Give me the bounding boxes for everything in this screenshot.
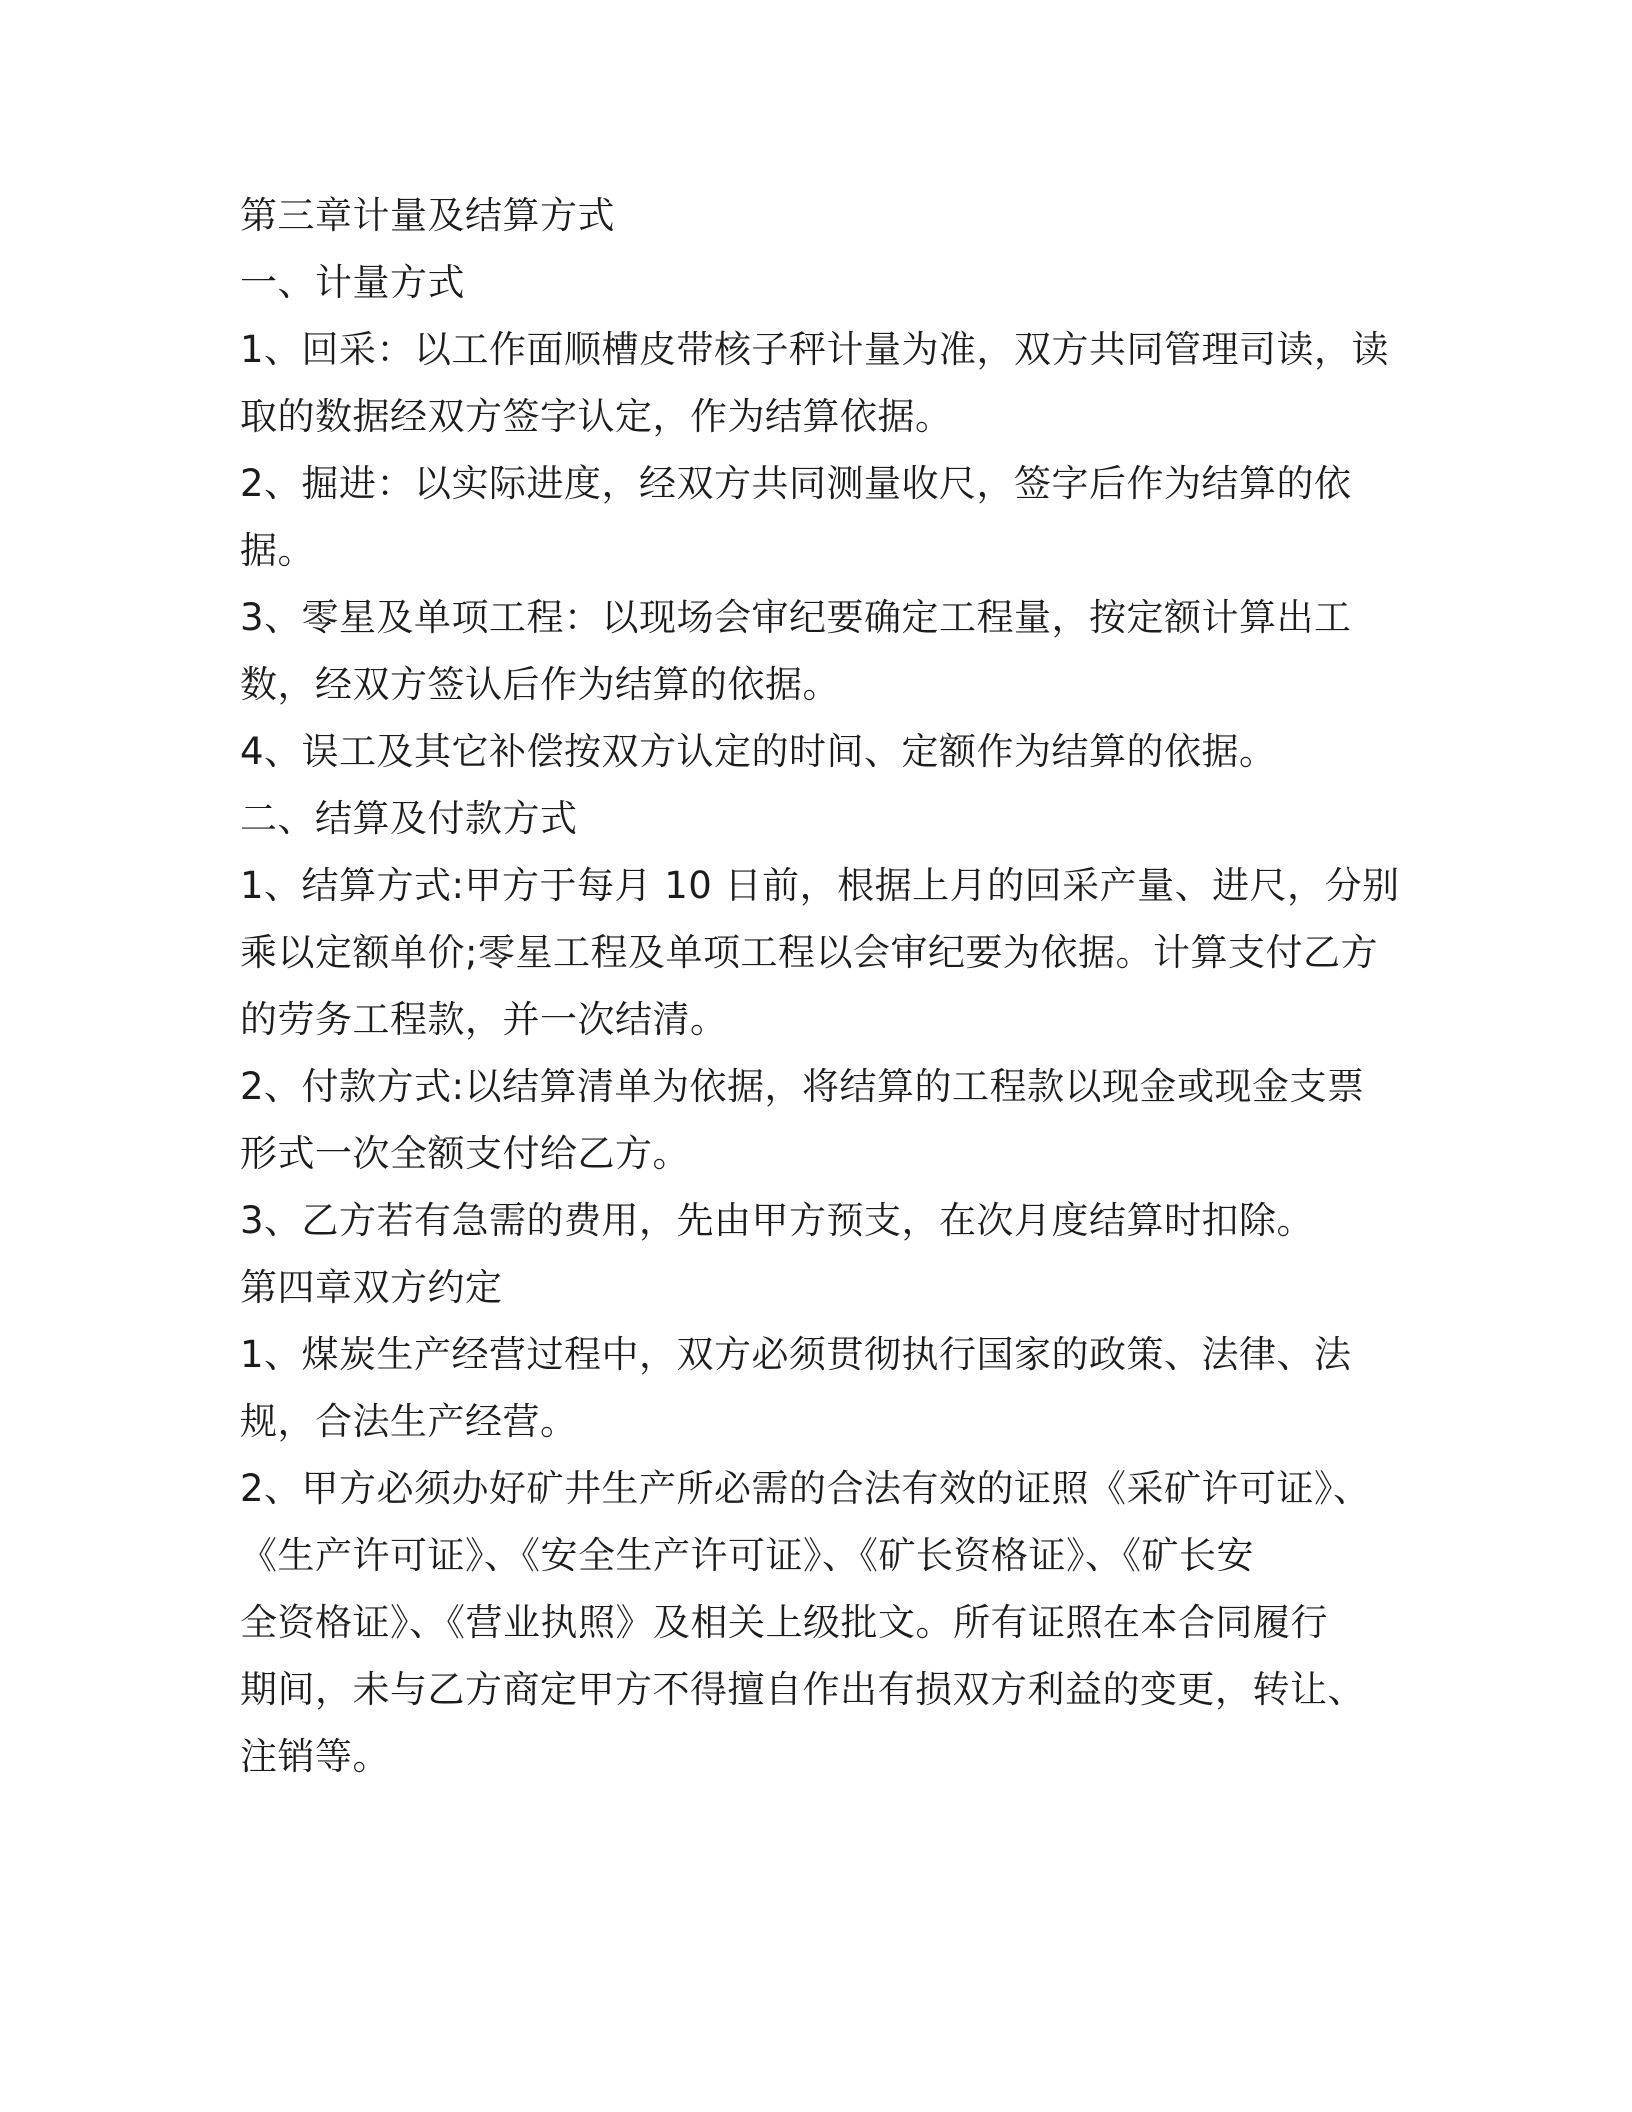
paragraph-line: 2、付款方式:以结算清单为依据，将结算的工程款以现金或现金支票 xyxy=(240,1065,1365,1108)
paragraph-line: 2、甲方必须办好矿井生产所必需的合法有效的证照《采矿许可证》、 xyxy=(240,1467,1371,1510)
paragraph-line: 3、零星及单项工程：以现场会审纪要确定工程量，按定额计算出工 xyxy=(240,596,1352,639)
paragraph-line: 的劳务工程款，并一次结清。 xyxy=(240,998,728,1041)
paragraph-line: 1、结算方式:甲方于每月 10 日前，根据上月的回采产量、进尺，分别 xyxy=(240,864,1400,907)
paragraph-line: 数，经双方签认后作为结算的依据。 xyxy=(240,663,840,706)
document-body xyxy=(240,182,1400,1790)
paragraph-line: 期间，未与乙方商定甲方不得擅自作出有损双方利益的变更，转让、 xyxy=(240,1668,1365,1711)
paragraph-line: 3、乙方若有急需的费用，先由甲方预支，在次月度结算时扣除。 xyxy=(240,1199,1315,1242)
paragraph-line: 形式一次全额支付给乙方。 xyxy=(240,1132,690,1175)
paragraph-line: 4、误工及其它补偿按双方认定的时间、定额作为结算的依据。 xyxy=(240,730,1277,773)
chapter-3-heading: 第三章计量及结算方式 xyxy=(240,194,615,237)
paragraph-line: 全资格证》、《营业执照》及相关上级批文。所有证照在本合同履行 xyxy=(240,1601,1328,1644)
chapter-4-heading: 第四章双方约定 xyxy=(240,1266,503,1309)
paragraph-line: 据。 xyxy=(240,529,315,572)
paragraph-line: 乘以定额单价;零星工程及单项工程以会审纪要为依据。计算支付乙方 xyxy=(240,931,1378,974)
section-1-heading: 一、计量方式 xyxy=(240,261,465,304)
paragraph-line: 1、回采：以工作面顺槽皮带核子秤计量为准，双方共同管理司读，读 xyxy=(240,328,1390,371)
paragraph-line: 规，合法生产经营。 xyxy=(240,1400,578,1443)
paragraph-line: 注销等。 xyxy=(240,1735,390,1778)
paragraph-line: 2、掘进：以实际进度，经双方共同测量收尺，签字后作为结算的依 xyxy=(240,462,1352,505)
section-2-heading: 二、结算及付款方式 xyxy=(240,797,578,840)
paragraph-line: 1、煤炭生产经营过程中，双方必须贯彻执行国家的政策、法律、法 xyxy=(240,1333,1352,1376)
paragraph-line: 《生产许可证》、《安全生产许可证》、《矿长资格证》、《矿长安 xyxy=(240,1534,1254,1577)
paragraph-line: 取的数据经双方签字认定，作为结算依据。 xyxy=(240,395,953,438)
